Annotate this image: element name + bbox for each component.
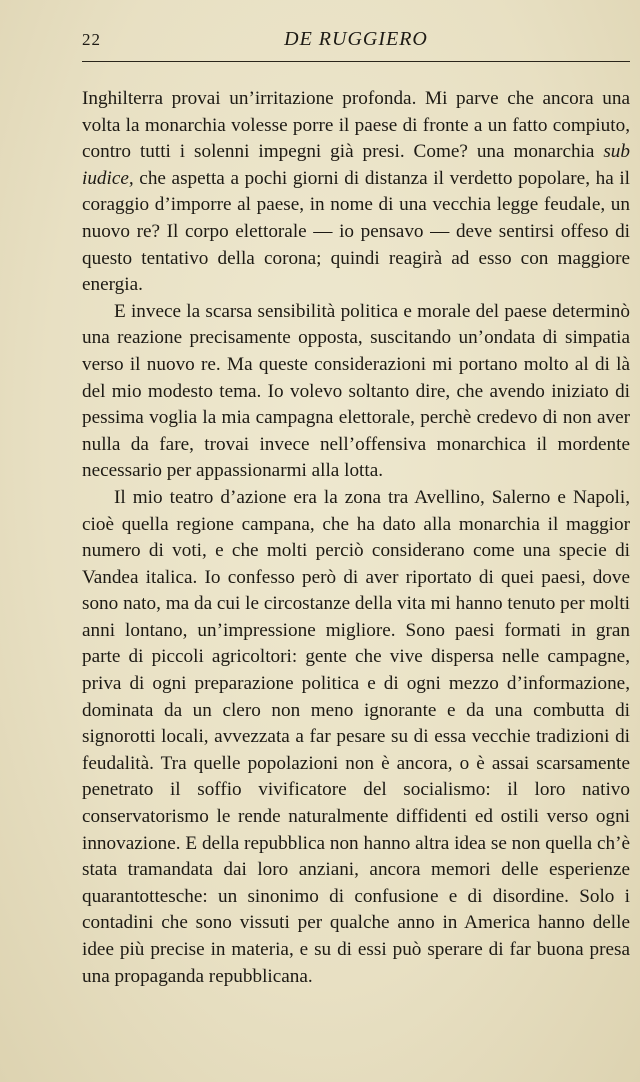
paragraph-2: E invece la scarsa sensibilità politica e morale del paese determinò una reazione precisamente opposta, suscitando un’ondata di simpatia verso il nuovo re. Ma queste considerazioni mi portano molto al di là del mio modesto tema. Io volevo soltanto dire, che avendo iniziato di pessima voglia la mia campagna elettorale, perchè credevo di non aver nulla da fare, trovai invece nell’offensiva monarchica il mordente necessario per appassionarmi alla lotta. [82, 300, 630, 482]
running-title: DE RUGGIERO [284, 28, 428, 50]
paragraph-1 [82, 86, 630, 299]
paragraph-1-text-b: che aspetta a pochi giorni di distanza il verdetto popolare, ha il coraggio d’imporre al paese, in nome di una vecchia legge feudale, un nuovo re? Il corpo elettorale — io pensavo — deve sentirsi offeso di questo tentativo della corona; quindi reagirà ad esso con maggiore energia. [82, 167, 630, 296]
paragraph-3: Il mio teatro d’azione era la zona tra Avellino, Salerno e Napoli, cioè quella regione campana, che ha dato alla monarchia il maggior numero di voti, e che molti perciò considerano come una specie di Vandea italica. Io confesso però di aver riportato di quei paesi, dove sono nato, ma da cui le circostanze della vita mi hanno tenuto per molti anni lontano, un’impressione migliore. Sono paesi formati in gran parte di piccoli agricoltori: gente che vive dispersa nelle campagne, priva di ogni preparazione politica e di ogni mezzo d’informazione, dominata da un clero non meno ignorante e da una combutta di signorotti locali, avvezzata a far pesare su di essa vecchie tradizioni di feudalità. Tra quelle popolazioni non è ancora, o è assai scarsamente penetrato il soffio vivificatore del socialismo: il loro nativo conservatorismo le rende naturalmente diffidenti ed ostili verso ogni innovazione. E della repubblica non hanno altra idea se non quella ch’è stata tramandata dai loro anziani, ancora memori delle esperienze quarantottesche: un sinonimo di confusione e di disordine. Solo i contadini che sono vissuti per qualche anno in America hanno delle idee più precise in materia, e su di essi può sperare di far buona presa una propaganda repubblicana. [82, 486, 630, 987]
page-number: 22 [82, 30, 101, 49]
body-text [82, 86, 630, 990]
page-header [82, 28, 630, 58]
paragraph-1-text-a: Inghilterra provai un’irritazione profonda. Mi parve che ancora una volta la monarchia volesse porre il paese di fronte a un fatto compiuto, contro tutti i solenni impegni già presi. Come? una monarchia [82, 88, 630, 163]
paragraph-1-italic: sub iudice, [82, 141, 630, 189]
header-rule [82, 61, 630, 62]
